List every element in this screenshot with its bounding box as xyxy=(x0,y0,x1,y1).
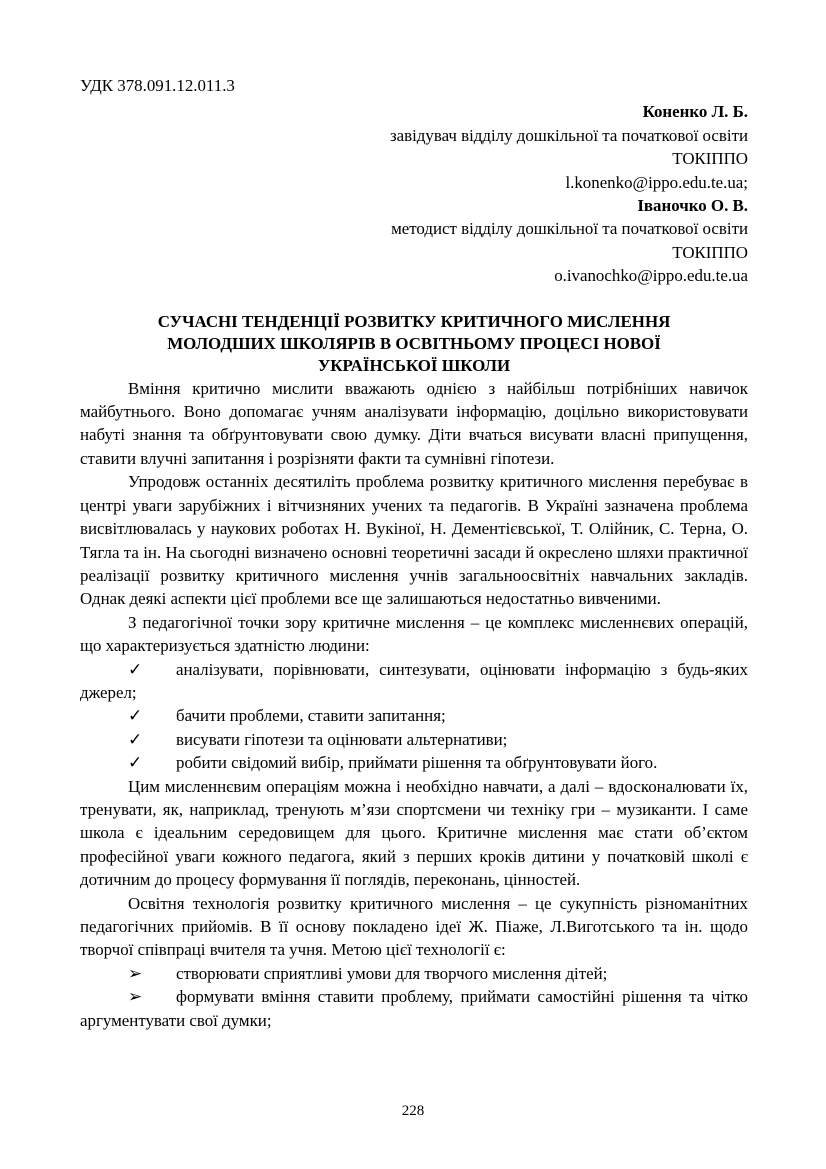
check-list-item xyxy=(80,704,748,727)
paragraph-3: З педагогічної точки зору критичне мислення – це комплекс мисленнєвих операцій, що характеризується здатністю людини: xyxy=(80,612,748,656)
title-line-2: МОЛОДШИХ ШКОЛЯРІВ В ОСВІТНЬОМУ ПРОЦЕСІ НОВОЇ xyxy=(167,333,661,353)
author-1-org: ТОКІППО xyxy=(672,149,748,169)
arrow-bullet-icon: ➢ xyxy=(128,987,143,1007)
paragraph-1: Вміння критично мислити вважають однією з найбільш потрібніших навичок майбутнього. Воно допомагає учням аналізувати інформацію, доцільно використовувати набуті знання та обґрунтовувати свою думку. Діти вчаться висувати власні припущення, ставити влучні запитання і розрізняти факти та сумнівні гіпотези. xyxy=(80,378,748,468)
author-1-email: l.konenko@ippo.edu.te.ua; xyxy=(565,172,748,192)
title-line-3: УКРАЇНСЬКОЇ ШКОЛИ xyxy=(317,355,511,375)
author-1-position: завідувач відділу дошкільної та початкової освіти xyxy=(389,125,748,145)
arrow-item-text: створювати сприятливі умови для творчого мислення дітей; xyxy=(176,963,608,983)
checkmark-icon: ✓ xyxy=(128,729,143,749)
arrow-bullet-icon: ➢ xyxy=(128,963,143,983)
check-list-item xyxy=(80,658,748,705)
udk-code: УДК 378.091.12.011.3 xyxy=(80,76,235,95)
check-item-text: висувати гіпотези та оцінювати альтернативи; xyxy=(176,729,508,749)
check-list-item xyxy=(80,751,748,774)
author-2-org: ТОКІППО xyxy=(672,242,748,262)
paragraph-2: Упродовж останніх десятиліть проблема розвитку критичного мислення перебуває в центрі уваги зарубіжних і вітчизняних учених та педагогів. В Україні зазначена проблема висвітлювалась у наукових роботах Н. Вукіної, Н. Дементієвської, Т. Олійник, С. Терна, О. Тягла та ін. На сьогодні визначено основні теоретичні засади й окреслено шляхи практичної реалізації розвитку критичного мислення учнів загальноосвітніх навчальних закладів. Однак деякі аспекти цієї проблеми все ще залишаються недостатньо вивченими. xyxy=(80,472,748,609)
paragraph-4: Цим мисленнєвим операціям можна і необхідно навчати, а далі – вдосконалювати їх, тренувати, як, наприклад, тренують м’язи спортсмени чи техніку гри – музиканти. І саме школа є ідеальним середовищем для цього. Критичне мислення має стати об’єктом професійної уваги кожного педагога, який з перших кроків дитини у початковій школі є дотичним до процесу формування її поглядів, переконань, цінностей. xyxy=(80,776,748,890)
paragraph-5: Освітня технологія розвитку критичного мислення – це сукупність різноманітних педагогічних прийомів. В її основу покладено ідеї Ж. Піаже, Л.Виготського та ін. щодо творчої співпраці вчителя та учня. Метою цієї технології є: xyxy=(80,893,748,960)
author-1-name: Коненко Л. Б. xyxy=(642,102,748,122)
title-line-1: СУЧАСНІ ТЕНДЕНЦІЇ РОЗВИТКУ КРИТИЧНОГО МИСЛЕННЯ xyxy=(157,311,671,331)
checkmark-icon: ✓ xyxy=(128,706,143,726)
check-item-text: бачити проблеми, ставити запитання; xyxy=(176,706,446,726)
checkmark-icon: ✓ xyxy=(128,753,143,773)
arrow-item-text: формувати вміння ставити проблему, приймати самостійні рішення та чітко аргументувати свої думки; xyxy=(80,987,748,1030)
author-2-name: Іваночко О. В. xyxy=(637,196,748,216)
page-number: 228 xyxy=(401,1103,425,1119)
author-2-position: методист відділу дошкільної та початкової освіти xyxy=(391,219,748,239)
checkmark-icon: ✓ xyxy=(128,659,143,679)
check-item-text: робити свідомий вибір, приймати рішення та обґрунтовувати його. xyxy=(176,753,658,773)
article-title xyxy=(80,311,748,377)
document-page xyxy=(80,74,748,1032)
arrow-list-item xyxy=(80,962,748,985)
arrow-list-item xyxy=(80,985,748,1032)
check-list-item xyxy=(80,728,748,751)
check-item-text: аналізувати, порівнювати, синтезувати, оцінювати інформацію з будь-яких джерел; xyxy=(80,659,748,702)
author-2-email: o.ivanochko@ippo.edu.te.ua xyxy=(554,266,748,286)
